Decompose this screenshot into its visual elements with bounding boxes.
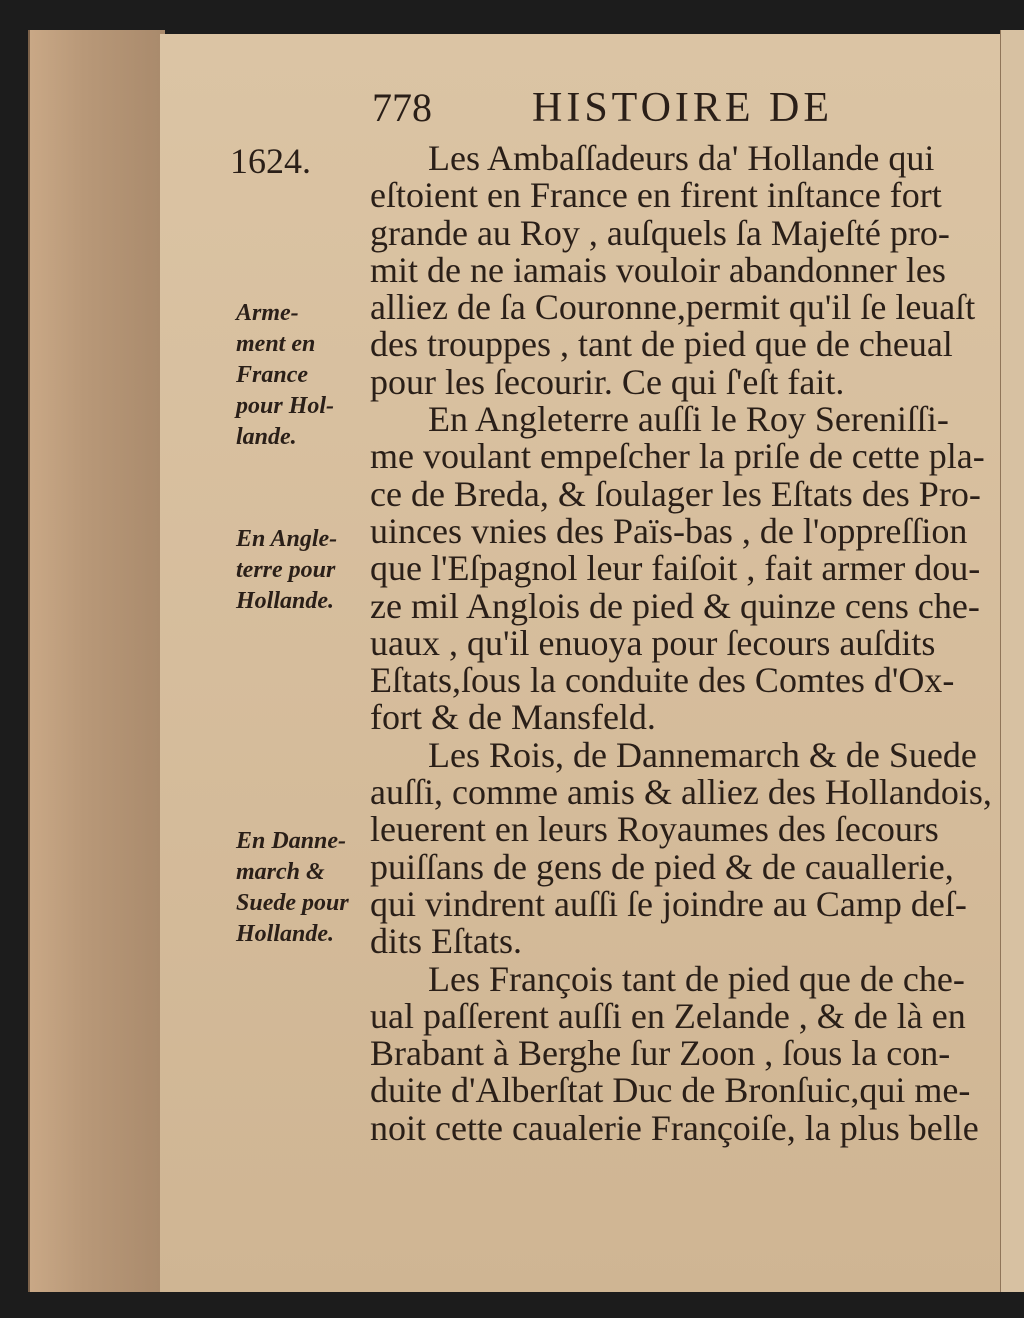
margin-note-line: ment en: [236, 331, 316, 357]
margin-note-line: march &: [236, 859, 325, 885]
margin-note-line: En Angle-: [236, 526, 338, 552]
margin-note-line: terre pour: [236, 557, 336, 583]
text-line: uaux , qu'il enuoya pour ſecours auſdits: [370, 622, 936, 663]
text-line: que l'Eſpagnol leur faiſoit , fait armer dou-: [370, 548, 981, 589]
margin-note-line: Suede pour: [236, 890, 349, 916]
text-line: qui vindrent auſſi ſe joindre au Camp deſ-: [370, 883, 967, 924]
text-line: ze mil Anglois de pied & quinze cens che-: [370, 585, 980, 626]
text-line: ce de Breda, & ſoulager les Eſtats des Pro-: [370, 473, 981, 514]
body-text: [370, 138, 992, 1148]
margin-note-line: pour Hol-: [236, 393, 335, 419]
text-line: pour les ſecourir. Ce qui ſ'eſt fait.: [370, 361, 845, 402]
text-line: fort & de Mansfeld.: [370, 697, 656, 738]
running-title: HISTOIRE DE: [532, 85, 834, 131]
margin-note-angleterre: [236, 524, 354, 617]
year-margin: 1624.: [230, 141, 311, 181]
text-line: puiſſans de gens de pied & de cauallerie,: [370, 846, 954, 887]
text-line: duite d'Alberſtat Duc de Bronſuic,qui me-: [370, 1070, 971, 1111]
text-line: des trouppes , tant de pied que de cheual: [370, 324, 953, 365]
margin-note-line: Hollande.: [236, 921, 335, 947]
margin-note-line: France: [236, 362, 308, 388]
margin-note-line: Hollande.: [236, 588, 335, 614]
margin-note-dannemarch: [236, 826, 354, 950]
text-line: Eſtats,ſous la conduite des Comtes d'Ox-: [370, 660, 955, 701]
text-line: ual paſſerent auſſi en Zelande , & de là en: [370, 995, 966, 1036]
page-number: 778: [372, 85, 432, 130]
margin-note-line: En Danne-: [236, 828, 347, 854]
text-line: uinces vnies des Païs-bas , de l'oppreſſion: [370, 510, 968, 551]
text-line: mit de ne iamais vouloir abandonner les: [370, 249, 946, 290]
text-line: grande au Roy , auſquels ſa Majeſté pro-: [370, 212, 950, 253]
text-line: Les Rois, de Dannemarch & de Suede: [428, 734, 977, 775]
text-line: Les Ambaſſadeurs da' Hollande qui: [428, 138, 935, 178]
text-line: eſtoient en France en firent inſtance fort: [370, 175, 942, 216]
text-line: me voulant empeſcher la priſe de cette pla-: [370, 436, 985, 477]
text-line: leuerent en leurs Royaumes des ſecours: [370, 809, 939, 850]
text-line: noit cette caualerie Françoiſe, la plus belle: [370, 1107, 979, 1148]
text-line: Les François tant de pied que de che-: [428, 958, 965, 999]
text-line: auſſi, comme amis & alliez des Hollandois,: [370, 772, 992, 813]
text-line: Brabant à Berghe ſur Zoon , ſous la con-: [370, 1033, 951, 1074]
margin-note-line: Arme-: [236, 300, 299, 326]
page-header: [372, 84, 892, 134]
margin-note-line: lande.: [236, 424, 297, 450]
margin-note-france: [236, 298, 354, 453]
text-line: alliez de ſa Couronne,permit qu'il ſe leuaſt: [370, 287, 976, 328]
facing-page-strip: [1000, 30, 1024, 1292]
text-line: En Angleterre auſſi le Roy Sereniſſi-: [428, 399, 949, 440]
text-line: dits Eſtats.: [370, 921, 522, 962]
book-page-edges: [28, 30, 165, 1292]
